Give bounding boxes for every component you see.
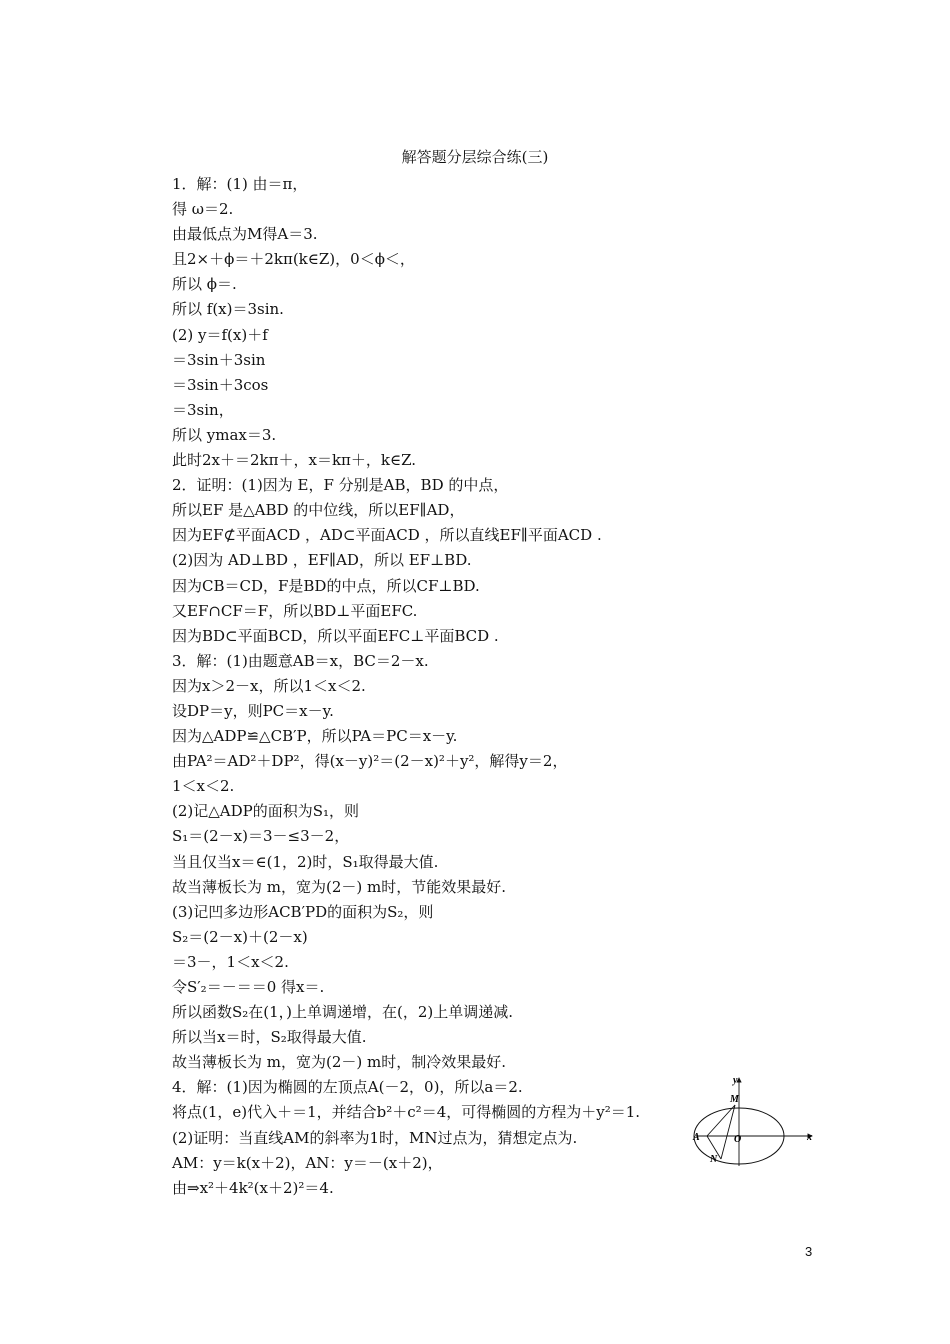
label-n: N — [710, 1154, 718, 1165]
text-line: 因为△ADP≌△CB′P，所以PA＝PC＝x－y. — [172, 727, 458, 746]
text-line: 故当薄板长为 m，宽为(2－) m时，制冷效果最好. — [172, 1053, 507, 1072]
text-line: (3)记凹多边形ACB′PD的面积为S₂，则 — [172, 902, 434, 921]
text-line: ＝3－，1＜x＜2. — [172, 952, 289, 971]
text-line: 当且仅当x＝∈(1，2)时，S₁取得最大值. — [172, 852, 439, 871]
label-a: A — [693, 1132, 700, 1143]
text-line: 所以当x＝时，S₂取得最大值. — [172, 1028, 367, 1047]
text-line: 令S′₂＝－＝＝0 得x＝. — [172, 978, 325, 996]
text-line: ＝3sin＋3sin — [172, 350, 266, 369]
text-line: (2)因为 AD⊥BD ，EF∥AD，所以 EF⊥BD. — [172, 551, 472, 570]
text-line: S₁＝(2－x)＝3－≤3－2， — [172, 827, 350, 846]
text-line: 所以 ymax＝3. — [172, 425, 277, 444]
text-line: 且2×＋ϕ＝＋2kπ(k∈Z)，0＜ϕ＜， — [172, 250, 415, 269]
text-line: 因为CB＝CD，F是BD的中点，所以CF⊥BD. — [172, 576, 480, 595]
page-number: 3 — [805, 1244, 813, 1259]
text-line: 3．解：(1)由题意AB＝x，BC＝2－x. — [172, 651, 429, 670]
text-line: 1＜x＜2. — [172, 777, 235, 796]
text-line: 因为BD⊂平面BCD，所以平面EFC⊥平面BCD . — [172, 626, 499, 645]
label-y: y — [733, 1075, 738, 1086]
label-o: O — [734, 1134, 742, 1145]
text-line: 故当薄板长为 m，宽为(2－) m时，节能效果最好. — [172, 877, 507, 896]
text-line: 此时2x＋＝2kπ＋，x＝kπ＋，k∈Z. — [172, 451, 417, 470]
text-line: 由PA²＝AD²＋DP²，得(x－y)²＝(2－x)²＋y²，解得y＝2， — [172, 752, 568, 771]
text-line: 所以 f(x)＝3sin. — [172, 300, 284, 319]
text-line: 由最低点为M得A＝3. — [172, 225, 318, 244]
text-line: S₂＝(2－x)＋(2－x) — [172, 927, 308, 946]
text-line: 1．解：(1) 由＝π， — [172, 175, 308, 193]
ellipse-figure — [688, 1070, 820, 1170]
page-title: 解答题分层综合练(三) — [401, 148, 549, 166]
solution-text — [172, 172, 732, 1201]
text-line: ＝3sin， — [172, 400, 234, 419]
text-line: 设DP＝y，则PC＝x－y. — [172, 701, 334, 720]
text-line: 2．证明：(1)因为 E，F 分别是AB，BD 的中点， — [172, 476, 509, 495]
text-line: 所以 ϕ＝. — [172, 275, 237, 294]
text-line: 将点(1，e)代入＋＝1，并结合b²＋c²＝4，可得椭圆的方程为＋y²＝1. — [172, 1103, 641, 1122]
text-line: 由⇒x²＋4k²(x＋2)²＝4. — [172, 1178, 334, 1197]
text-line: 得 ω＝2. — [172, 200, 234, 219]
label-m: M — [730, 1094, 739, 1105]
text-line: (2)证明：当直线AM的斜率为1时，MN过点为，猜想定点为. — [172, 1128, 578, 1147]
text-line: 又EF∩CF＝F，所以BD⊥平面EFC. — [172, 601, 418, 620]
text-line: 因为x＞2－x，所以1＜x＜2. — [172, 676, 366, 695]
text-line: (2) y＝f(x)＋f — [172, 325, 268, 344]
text-line: (2)记△ADP的面积为S₁，则 — [172, 802, 360, 821]
text-line: ＝3sin＋3cos — [172, 375, 269, 394]
label-x: x — [807, 1132, 812, 1143]
text-line: AM：y＝k(x＋2)，AN：y＝－(x＋2)， — [172, 1153, 443, 1172]
text-line: 所以函数S₂在(1，)上单调递增，在(，2)上单调递减. — [172, 1003, 514, 1022]
text-line: 因为EF⊄平面ACD ，AD⊂平面ACD ，所以直线EF∥平面ACD . — [172, 526, 602, 545]
text-line: 所以EF 是△ABD 的中位线，所以EF∥AD， — [172, 501, 465, 520]
text-line: 4．解：(1)因为椭圆的左顶点A(－2，0)，所以a＝2. — [172, 1078, 523, 1097]
